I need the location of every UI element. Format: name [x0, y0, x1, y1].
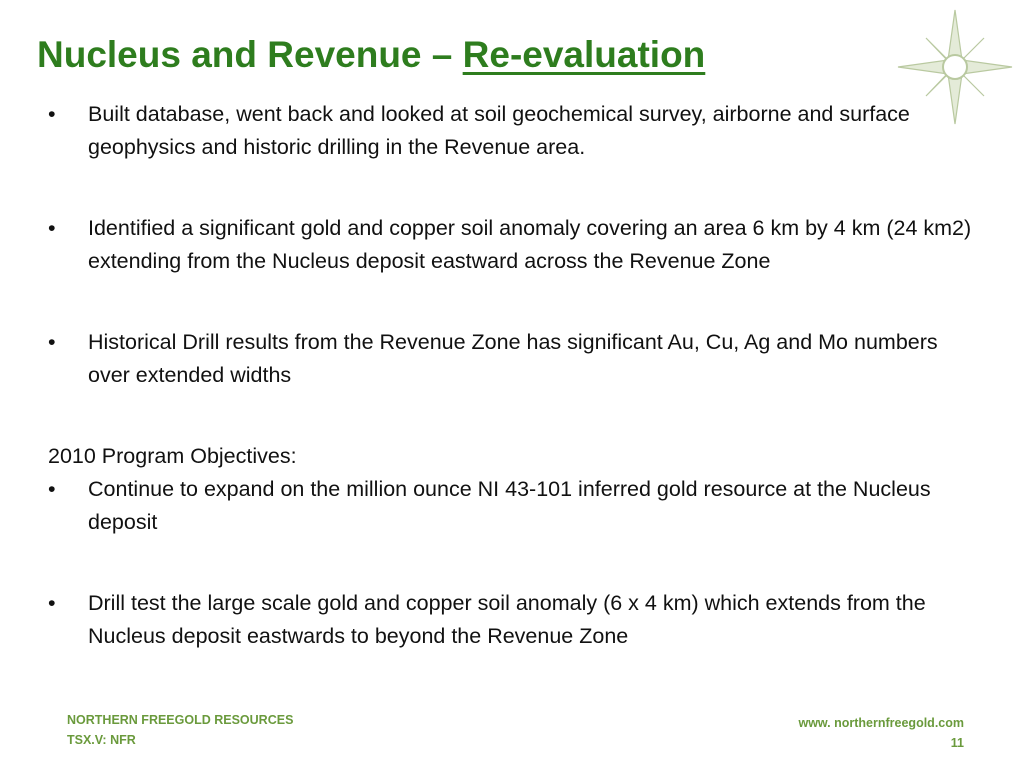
footer-right	[798, 713, 964, 753]
bullet-text: Drill test the large scale gold and copper soil anomaly (6 x 4 km) which extends from the Nucleus deposit eastwards to beyond the Revenue Zone	[88, 591, 926, 648]
bullet-item	[46, 587, 976, 653]
slide-title-underlined: Re-evaluation	[462, 34, 706, 75]
footer-left	[67, 710, 293, 750]
bullet-item	[46, 212, 976, 278]
slide-title	[37, 34, 705, 76]
bullet-glyph: •	[48, 216, 56, 240]
footer-company: NORTHERN FREEGOLD RESOURCES	[67, 713, 294, 727]
bullet-glyph: •	[48, 330, 56, 354]
bullet-glyph: •	[48, 477, 56, 501]
bullet-item	[46, 326, 976, 392]
bullet-item	[46, 473, 976, 539]
slide-content	[46, 98, 976, 653]
bullet-glyph: •	[48, 591, 56, 615]
bullet-text: Built database, went back and looked at soil geochemical survey, airborne and surface geophysics and historic drilling in the Revenue area.	[88, 102, 910, 159]
slide-title-main: Nucleus and Revenue –	[37, 34, 463, 75]
footer-website-link[interactable]: www. northernfreegold.com	[798, 716, 964, 730]
footer-ticker: TSX.V: NFR	[67, 733, 136, 747]
bullet-text: Identified a significant gold and copper soil anomaly covering an area 6 km by 4 km (24 km2) extending from the Nucleus deposit eastward across the Revenue Zone	[88, 216, 972, 273]
bullet-glyph: •	[48, 102, 56, 126]
page-number: 11	[950, 736, 964, 750]
bullet-text: Continue to expand on the million ounce NI 43-101 inferred gold resource at the Nucleus deposit	[88, 477, 931, 534]
bullet-text: Historical Drill results from the Revenue Zone has significant Au, Cu, Ag and Mo numbers over extended widths	[88, 330, 938, 387]
section-heading: 2010 Program Objectives:	[48, 444, 297, 468]
bullet-item	[46, 98, 976, 164]
